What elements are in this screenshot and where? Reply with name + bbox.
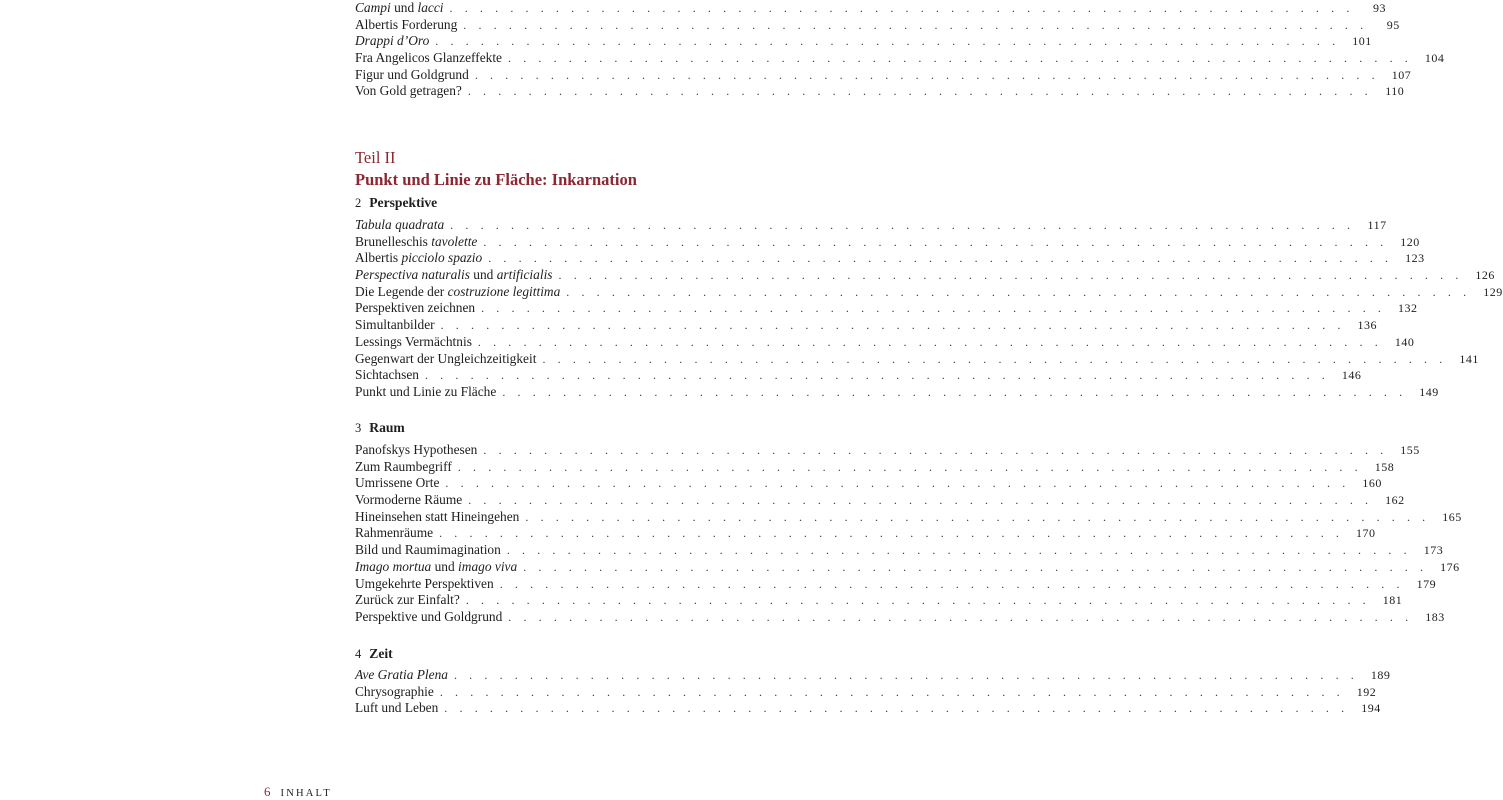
toc-entry xyxy=(355,33,1372,50)
toc-entry-page: 194 xyxy=(1361,701,1381,716)
toc-entry-title xyxy=(355,509,519,526)
toc-entry-page: 123 xyxy=(1405,251,1425,266)
toc-entry-title xyxy=(355,492,462,509)
toc-entry-page: 104 xyxy=(1424,51,1445,66)
chapter-title: Perspektive xyxy=(369,195,438,210)
dot-leader: . . . . . . . . . . . . . . . . . . . . . . . . . . . . . . . . . . . . . . . . . . . . . . . . . . . . . . . . . . . . xyxy=(440,318,1345,333)
toc-entry-title-part: Gegenwart der Ungleichzeitigkeit xyxy=(355,350,537,366)
toc-entry-title xyxy=(355,525,433,542)
chapter-heading-perspektive xyxy=(355,195,437,211)
toc-entry xyxy=(355,558,1460,576)
dot-leader: . . . . . . . . . . . . . . . . . . . . . . . . . . . . . . . . . . . . . . . . . . . . . . . . . . . . . . . . . . . . xyxy=(508,51,1413,66)
chapter-number: 2 xyxy=(355,196,362,210)
toc-entry-title xyxy=(355,83,462,100)
toc-entry-page: 181 xyxy=(1382,593,1403,608)
toc-entry-title-part: Campi xyxy=(355,0,391,15)
toc-entry-title-part: Hineinsehen statt Hineingehen xyxy=(355,508,520,524)
toc-entry-title xyxy=(355,475,439,492)
toc-entry-title xyxy=(355,576,494,593)
toc-entry-title-part: Umgekehrte Perspektiven xyxy=(355,575,494,591)
toc-entry-title-part: und xyxy=(390,0,418,15)
dot-leader: . . . . . . . . . . . . . . . . . . . . . . . . . . . . . . . . . . . . . . . . . . . . . . . . . . . . . . . . . . . . xyxy=(506,543,1412,558)
chapter-entries-raum xyxy=(355,442,1462,626)
dot-leader: . . . . . . . . . . . . . . . . . . . . . . . . . . . . . . . . . . . . . . . . . . . . . . . . . . . . . . . . . . . . xyxy=(444,701,1349,716)
dot-leader: . . . . . . . . . . . . . . . . . . . . . . . . . . . . . . . . . . . . . . . . . . . . . . . . . . . . . . . . . . . . xyxy=(525,509,1430,524)
toc-entry-page: 140 xyxy=(1394,334,1415,349)
toc-entry-title-part: imago viva xyxy=(458,558,518,574)
part-label: Teil II xyxy=(355,148,396,167)
toc-entry-title xyxy=(355,284,560,301)
toc-entry-page: 107 xyxy=(1391,67,1412,82)
toc-entry xyxy=(355,525,1376,542)
dot-leader: . . . . . . . . . . . . . . . . . . . . . . . . . . . . . . . . . . . . . . . . . . . . . . . . . . . . . . . . . . . . xyxy=(453,668,1359,682)
toc-entry-title xyxy=(355,300,475,317)
chapter-entries-zeit xyxy=(355,667,1391,717)
toc-entry xyxy=(355,492,1405,509)
dot-leader: . . . . . . . . . . . . . . . . . . . . . . . . . . . . . . . . . . . . . . . . . . . . . . . . . . . . . . . . . . . . xyxy=(499,576,1405,591)
dot-leader: . . . . . . . . . . . . . . . . . . . . . . . . . . . . . . . . . . . . . . . . . . . . . . . . . . . . . . . . . . . . xyxy=(566,284,1471,299)
toc-entry xyxy=(355,83,1405,100)
toc-entry-page: 162 xyxy=(1385,493,1405,508)
part-title: Punkt und Linie zu Fläche: Inkarnation xyxy=(355,170,637,189)
toc-entry xyxy=(355,683,1377,701)
toc-entry-title-part: Simultanbilder xyxy=(355,317,435,333)
toc-entry-title xyxy=(355,50,502,67)
toc-entry-page: 189 xyxy=(1370,668,1391,682)
dot-leader: . . . . . . . . . . . . . . . . . . . . . . . . . . . . . . . . . . . . . . . . . . . . . . . . . . . . . . . . . . . . xyxy=(439,684,1345,699)
page-number: 6 xyxy=(264,784,271,799)
toc-entry xyxy=(355,508,1462,526)
toc-entry-title xyxy=(355,700,438,717)
toc-entry-title-part: Vormoderne Räume xyxy=(355,492,463,508)
toc-entry-page: 179 xyxy=(1416,576,1437,591)
toc-entry-title xyxy=(355,67,469,84)
toc-entry xyxy=(355,542,1444,559)
toc-entry-title-part: Punkt und Linie zu Fläche xyxy=(355,383,497,399)
toc-entry-title-part: Perspektiven zeichnen xyxy=(355,300,476,316)
toc-entry-title xyxy=(355,217,444,234)
toc-entry-title xyxy=(355,559,517,576)
toc-entry-title-part: Lessings Vermächtnis xyxy=(355,333,472,349)
toc-entry-page: 93 xyxy=(1372,1,1386,15)
dot-leader: . . . . . . . . . . . . . . . . . . . . . . . . . . . . . . . . . . . . . . . . . . . . . . . . . . . . . . . . . . . . xyxy=(483,443,1388,457)
toc-entry-title-part: Drappi d’Oro xyxy=(355,33,430,49)
toc-entry-page: 110 xyxy=(1385,84,1405,99)
toc-entry-title xyxy=(355,367,419,384)
chapter-title: Raum xyxy=(369,420,405,435)
dot-leader: . . . . . . . . . . . . . . . . . . . . . . . . . . . . . . . . . . . . . . . . . . . . . . . . . . . . . . . . . . . . xyxy=(488,251,1393,266)
toc-entry xyxy=(355,367,1362,384)
toc-entry-title-part: artificialis xyxy=(496,267,553,283)
toc-entry-page: 192 xyxy=(1356,684,1377,699)
dot-leader: . . . . . . . . . . . . . . . . . . . . . . . . . . . . . . . . . . . . . . . . . . . . . . . . . . . . . . . . . . . . xyxy=(542,351,1447,366)
toc-entry-title-part: costruzione legittima xyxy=(447,283,561,299)
toc-entry xyxy=(355,475,1382,492)
toc-entry xyxy=(355,50,1445,67)
toc-entry-page: 183 xyxy=(1425,609,1445,624)
toc-entry-page: 136 xyxy=(1357,318,1377,333)
toc-entry-title-part: und xyxy=(469,267,497,283)
toc-entry xyxy=(355,233,1420,251)
toc-entry xyxy=(355,383,1439,401)
toc-entry-title xyxy=(355,33,429,50)
dot-leader: . . . . . . . . . . . . . . . . . . . . . . . . . . . . . . . . . . . . . . . . . . . . . . . . . . . . . . . . . . . . xyxy=(457,459,1363,474)
toc-entry-title-part: Imago mortua xyxy=(355,558,432,574)
toc-entry-page: 149 xyxy=(1419,384,1439,399)
toc-entry-title-part: Brunelleschis xyxy=(355,233,432,249)
toc-entry-page: 129 xyxy=(1483,284,1503,299)
toc-entry-title-part: Ave Gratia Plena xyxy=(355,667,448,682)
toc-entry xyxy=(355,0,1386,17)
dot-leader: . . . . . . . . . . . . . . . . . . . . . . . . . . . . . . . . . . . . . . . . . . . . . . . . . . . . . . . . . . . . xyxy=(467,84,1373,99)
toc-entry-title-part: Die Legende der xyxy=(355,283,448,299)
toc-entry-title xyxy=(355,334,472,351)
dot-leader: . . . . . . . . . . . . . . . . . . . . . . . . . . . . . . . . . . . . . . . . . . . . . . . . . . . . . . . . . . . . xyxy=(477,334,1383,349)
toc-entry-title xyxy=(355,17,457,34)
toc-entry-page: 176 xyxy=(1440,559,1460,574)
toc-entry xyxy=(355,317,1377,334)
toc-entry-title xyxy=(355,267,553,284)
chapter-number: 4 xyxy=(355,647,362,661)
toc-entry-title-part: Albertis xyxy=(355,250,402,266)
toc-entry-title xyxy=(355,317,435,334)
toc-entry-page: 117 xyxy=(1367,218,1387,232)
dot-leader: . . . . . . . . . . . . . . . . . . . . . . . . . . . . . . . . . . . . . . . . . . . . . . . . . . . . . . . . . . . . xyxy=(481,301,1386,316)
toc-entry-page: 173 xyxy=(1423,543,1444,558)
toc-entry xyxy=(355,250,1425,267)
toc-entry-title xyxy=(355,351,536,368)
toc-entry xyxy=(355,217,1387,234)
toc-entry xyxy=(355,592,1403,609)
toc-entry-title-part: picciolo spazio xyxy=(401,250,483,266)
toc-entry-title-part: lacci xyxy=(417,0,444,15)
toc-entry xyxy=(355,267,1495,284)
toc-entry-title-part: Bild und Raumimagination xyxy=(355,542,501,558)
dot-leader: . . . . . . . . . . . . . . . . . . . . . . . . . . . . . . . . . . . . . . . . . . . . . . . . . . . . . . . . . . . . xyxy=(474,67,1380,82)
toc-entry-page: 160 xyxy=(1362,476,1382,491)
toc-entry-title xyxy=(355,384,496,401)
dot-leader: . . . . . . . . . . . . . . . . . . . . . . . . . . . . . . . . . . . . . . . . . . . . . . . . . . . . . . . . . . . . xyxy=(523,559,1428,574)
toc-entry xyxy=(355,700,1381,717)
toc-entry xyxy=(355,442,1420,459)
dot-leader: . . . . . . . . . . . . . . . . . . . . . . . . . . . . . . . . . . . . . . . . . . . . . . . . . . . . . . . . . . . . xyxy=(439,526,1344,541)
dot-leader: . . . . . . . . . . . . . . . . . . . . . . . . . . . . . . . . . . . . . . . . . . . . . . . . . . . . . . . . . . . . xyxy=(558,268,1463,283)
toc-entry-title xyxy=(355,442,477,459)
chapter-heading-raum xyxy=(355,420,405,436)
toc-entry-title xyxy=(355,684,434,701)
chapter-entries-perspektive xyxy=(355,217,1503,401)
toc-entry-title-part: tavolette xyxy=(431,233,478,249)
toc-entry-title xyxy=(355,542,501,559)
toc-entry xyxy=(355,350,1479,368)
dot-leader: . . . . . . . . . . . . . . . . . . . . . . . . . . . . . . . . . . . . . . . . . . . . . . . . . . . . . . . . . . . . xyxy=(502,384,1407,399)
toc-entry-page: 120 xyxy=(1400,234,1420,249)
toc-entry-page: 126 xyxy=(1475,268,1495,283)
toc-entry xyxy=(355,66,1412,84)
toc-entry-title-part: Umrissene Orte xyxy=(355,475,440,491)
toc-entry xyxy=(355,283,1503,301)
toc-entry-page: 101 xyxy=(1352,34,1372,49)
toc-entry xyxy=(355,300,1418,317)
toc-entry-title-part: Figur und Goldgrund xyxy=(355,66,469,82)
toc-entry-title-part: Zurück zur Einfalt? xyxy=(355,592,460,608)
toc-entry-page: 141 xyxy=(1459,351,1479,366)
toc-entry-page: 132 xyxy=(1398,301,1418,316)
toc-entry xyxy=(355,575,1437,593)
dot-leader: . . . . . . . . . . . . . . . . . . . . . . . . . . . . . . . . . . . . . . . . . . . . . . . . . . . . . . . . . . . . xyxy=(424,368,1330,383)
dot-leader: . . . . . . . . . . . . . . . . . . . . . . . . . . . . . . . . . . . . . . . . . . . . . . . . . . . . . . . . . . . . xyxy=(445,476,1350,491)
toc-entry xyxy=(355,16,1400,34)
toc-entry-title-part: Rahmenräume xyxy=(355,525,434,541)
toc-entry-title xyxy=(355,609,502,626)
page-footer xyxy=(264,784,332,800)
toc-entry-page: 155 xyxy=(1400,443,1420,457)
toc-entry xyxy=(355,667,1391,684)
dot-leader: . . . . . . . . . . . . . . . . . . . . . . . . . . . . . . . . . . . . . . . . . . . . . . . . . . . . . . . . . . . . xyxy=(449,1,1354,15)
toc-entry-title-part: und xyxy=(431,558,459,574)
toc-entry xyxy=(355,608,1445,626)
toc-entry-title-part: Perspektive und Goldgrund xyxy=(355,608,503,624)
toc-entry-page: 158 xyxy=(1374,459,1395,474)
toc-entry-title xyxy=(355,0,444,17)
toc-entry-title-part: Chrysographie xyxy=(355,683,434,699)
dot-leader: . . . . . . . . . . . . . . . . . . . . . . . . . . . . . . . . . . . . . . . . . . . . . . . . . . . . . . . . . . . . xyxy=(435,34,1340,49)
toc-entry-page: 170 xyxy=(1356,526,1376,541)
dot-leader: . . . . . . . . . . . . . . . . . . . . . . . . . . . . . . . . . . . . . . . . . . . . . . . . . . . . . . . . . . . . xyxy=(465,593,1371,608)
dot-leader: . . . . . . . . . . . . . . . . . . . . . . . . . . . . . . . . . . . . . . . . . . . . . . . . . . . . . . . . . . . . xyxy=(508,609,1413,624)
dot-leader: . . . . . . . . . . . . . . . . . . . . . . . . . . . . . . . . . . . . . . . . . . . . . . . . . . . . . . . . . . . . xyxy=(483,234,1388,249)
toc-entry-page: 165 xyxy=(1442,509,1462,524)
dot-leader: . . . . . . . . . . . . . . . . . . . . . . . . . . . . . . . . . . . . . . . . . . . . . . . . . . . . . . . . . . . . xyxy=(450,218,1355,232)
toc-entry-title xyxy=(355,592,460,609)
chapter-heading-zeit xyxy=(355,646,393,662)
toc-entry-title-part: Luft und Leben xyxy=(355,700,439,716)
toc-entry-title xyxy=(355,250,482,267)
toc-entry-title-part: Perspectiva naturalis xyxy=(355,267,470,283)
toc-entry-title-part: Zum Raumbegriff xyxy=(355,458,452,474)
toc-entry-page: 95 xyxy=(1386,17,1400,32)
toc-entry-title-part: Panofskys Hypothesen xyxy=(355,442,478,457)
dot-leader: . . . . . . . . . . . . . . . . . . . . . . . . . . . . . . . . . . . . . . . . . . . . . . . . . . . . . . . . . . . . xyxy=(463,17,1368,32)
chapter-number: 3 xyxy=(355,421,362,435)
toc-entry-title-part: Sichtachsen xyxy=(355,367,419,383)
toc-section-continued xyxy=(355,0,1445,100)
toc-entry-title-part: Tabula quadrata xyxy=(355,217,445,232)
toc-entry xyxy=(355,333,1415,351)
toc-entry-title-part: Fra Angelicos Glanzeffekte xyxy=(355,50,502,66)
toc-entry-title xyxy=(355,459,452,476)
toc-entry-page: 146 xyxy=(1341,368,1362,383)
toc-entry-title-part: Albertis Forderung xyxy=(355,16,458,32)
dot-leader: . . . . . . . . . . . . . . . . . . . . . . . . . . . . . . . . . . . . . . . . . . . . . . . . . . . . . . . . . . . . xyxy=(468,493,1373,508)
chapter-title: Zeit xyxy=(369,646,393,661)
toc-entry-title xyxy=(355,667,448,684)
toc-entry-title xyxy=(355,234,477,251)
toc-entry xyxy=(355,458,1395,476)
toc-entry-title-part: Von Gold getragen? xyxy=(355,83,462,99)
running-head: INHALT xyxy=(280,788,332,799)
